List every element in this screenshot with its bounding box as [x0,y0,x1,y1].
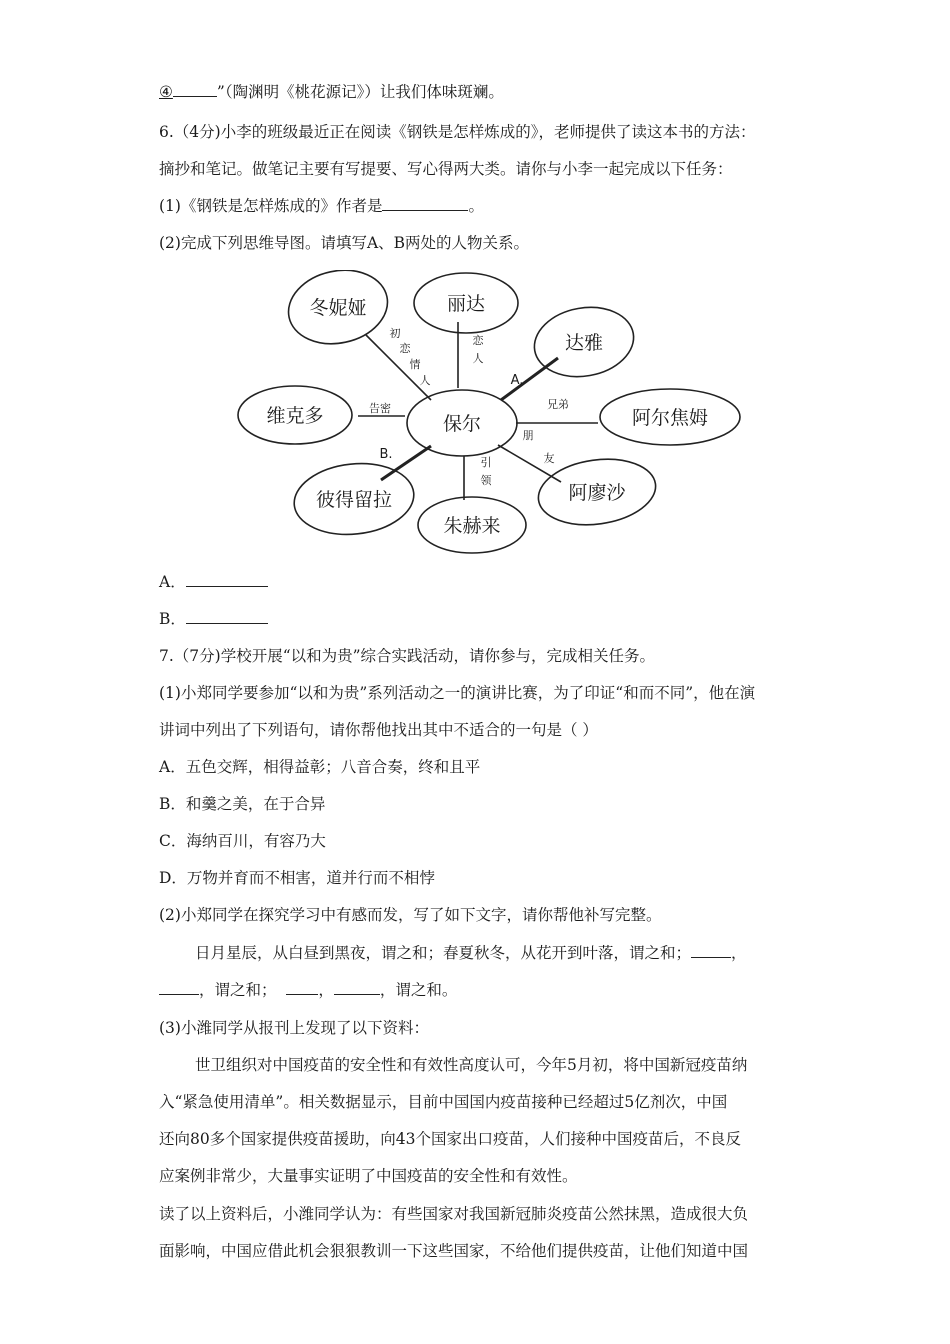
rel-donia-3: 人 [419,374,431,387]
q5-end-text: ”（陶渊明《桃花源记》）让我们体味斑斓。 [216,83,504,101]
answer-a-label: A． [159,573,186,591]
q7-1-b: 讲词中列出了下列语句，请你帮他找出其中不适合的一句是（ ） [159,721,598,739]
node-label-lida: 丽达 [446,293,486,315]
option-d: D．万物并育而不相害，道并行而不相悖 [159,869,435,887]
q7-2-text-2a: ，谓之和； [199,981,277,999]
author-blank [382,195,468,211]
rel-lida-1: 人 [472,352,484,365]
option-b: B．和羹之美，在于合异 [159,795,326,813]
q7-2-blank-1 [691,942,731,958]
node-label-bidelila: 彼得留拉 [315,489,393,511]
q6-2: (2)完成下列思维导图。请填写A、B两处的人物关系。 [159,234,530,252]
q6-1-text: (1)《钢铁是怎样炼成的》作者是 [159,197,383,215]
node-label-zhuhelai: 朱赫来 [443,515,501,537]
read-line-2: 面影响，中国应借此机会狠狠教训一下这些国家，不给他们提供疫苗，让他们知道中国 [159,1242,749,1260]
material-line-4: 应案例非常少，大量事实证明了中国疫苗的安全性和有效性。 [159,1167,578,1185]
q7-3: (3)小潍同学从报刊上发现了以下资料： [159,1019,429,1037]
material-line-1: 世卫组织对中国疫苗的安全性和有效性高度认可，今年5月初，将中国新冠疫苗纳 [195,1056,748,1074]
node-label-aerjiaomu: 阿尔焦姆 [631,407,709,429]
label-b: B. [379,447,393,462]
read-line-1: 读了以上资料后，小潍同学认为：有些国家对我国新冠肺炎疫苗公然抹黑，造成很大负 [159,1205,749,1223]
material-line-3: 还向80多个国家提供疫苗援助，向43个国家出口疫苗，人们接种中国疫苗后，不良反 [159,1130,741,1148]
q7-2-text-1 [195,941,747,963]
center-label: 保尔 [442,413,482,435]
rel-weikeduo: 告密 [369,402,391,415]
blank-4 [173,81,217,97]
q7-2-text-2b: ， [318,981,334,999]
rel-zhuhelai-1: 领 [480,474,492,487]
line-q5-end [159,80,504,102]
rel-donia-1: 恋 [399,342,411,355]
rel-donia-0: 初 [389,327,401,340]
rel-aerjiaomu: 兄弟 [547,398,569,411]
option-c: C．海纳百川，有容乃大 [159,832,326,850]
spoke-donia [366,335,431,400]
rel-donia-2: 情 [409,358,421,371]
q6-intro-2: 摘抄和笔记。做笔记主要有写提要、写心得两大类。请你与小李一起完成以下任务： [159,160,733,178]
q6-1 [159,194,484,216]
q6-intro: 6.（4分)小李的班级最近正在阅读《钢铁是怎样炼成的》，老师提供了读这本书的方法： [159,123,756,141]
q7-1-a: (1)小郑同学要参加“以和为贵”系列活动之一的演讲比赛，为了印证“和而不同”，他在演 [159,684,756,702]
answer-b [159,607,268,629]
q7-2: (2)小郑同学在探究学习中有感而发，写了如下文字，请你帮他补写完整。 [159,906,662,924]
rel-zhuhelai-0: 引 [480,456,492,469]
q7-intro: 7.（7分)学校开展“以和为贵”综合实践活动，请你参与，完成相关任务。 [159,647,656,665]
q7-2-text-2c: ，谓之和。 [379,981,458,999]
character-mind-map [236,270,746,555]
answer-a [159,570,268,592]
q7-2-text-2 [159,978,457,1000]
node-label-donia: 冬妮娅 [309,297,367,319]
node-label-aliaosha: 阿廖沙 [568,482,626,504]
q6-1-end: 。 [468,197,484,215]
rel-aliaosha-0: 朋 [522,429,534,442]
node-label-daya: 达雅 [564,332,604,354]
q7-2-text-1-content: 日月星辰，从白昼到黑夜，谓之和；春夏秋冬，从花开到叶落，谓之和； [195,944,692,962]
option-a: A．五色交辉，相得益彰；八音合奏，终和且平 [159,758,481,776]
label-a: A. [510,373,524,388]
q7-2-blank-2 [159,979,199,995]
spoke-daya [501,358,558,400]
material-line-2: 入“紧急使用清单”。相关数据显示，目前中国国内疫苗接种已经超过5亿剂次，中国 [159,1093,728,1111]
q7-2-blank-3 [286,979,318,995]
q7-2-blank-4 [334,979,380,995]
answer-a-blank [186,571,268,587]
answer-b-label: B． [159,610,186,628]
circled-number-4: ④ [159,83,173,101]
rel-lida-0: 恋 [472,334,484,347]
node-label-weikeduo: 维克多 [266,405,324,427]
rel-aliaosha-1: 友 [543,452,555,465]
q7-2-comma: ， [731,944,747,962]
answer-b-blank [186,608,268,624]
